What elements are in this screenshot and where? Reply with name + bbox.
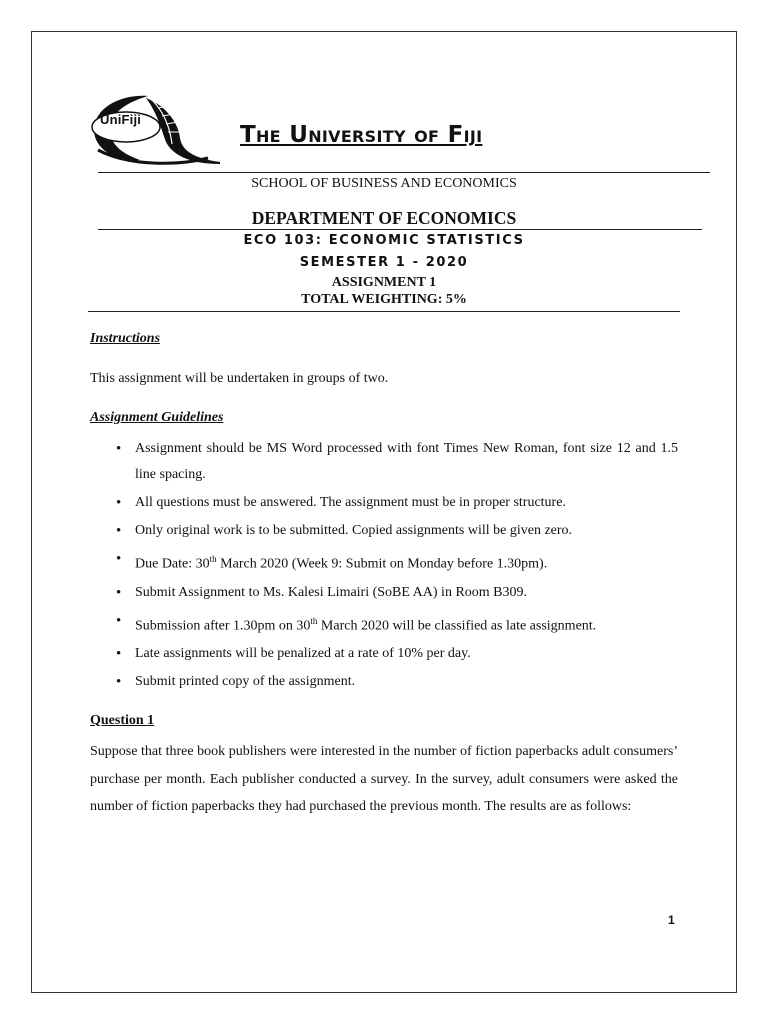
list-item: • Only original work is to be submitted. Copied assignments will be given zero. — [90, 518, 678, 544]
question-1-heading: Question 1 — [90, 713, 155, 728]
university-title: The University of Fiji — [240, 122, 483, 148]
logo-text: UniFiji — [100, 112, 142, 127]
instructions-heading: Instructions — [90, 331, 161, 346]
list-item: • Submit printed copy of the assignment. — [90, 669, 678, 695]
total-weighting: TOTAL WEIGHTING: 5% — [301, 292, 467, 307]
list-item: • Assignment should be MS Word processed with font Times New Roman, font size 12 and 1.5 line spacing. — [90, 436, 678, 488]
department-name: DEPARTMENT OF ECONOMICS — [251, 208, 517, 228]
guidelines-list — [90, 436, 678, 697]
list-item: • All questions must be answered. The assignment must be in proper structure. — [90, 490, 678, 516]
semester: SEMESTER 1 - 2020 — [299, 255, 469, 270]
header-rule-middle — [98, 229, 702, 230]
school-name: SCHOOL OF BUSINESS AND ECONOMICS — [251, 176, 517, 191]
quill-emblem-icon — [88, 92, 228, 168]
question-1-body: Suppose that three book publishers were interested in the number of fiction paperbacks adult consumers’ purchase per month. Each publisher conducted a survey. In the survey, adult consumers were asked the number of fiction paperbacks they had purchased the previous month. The results are as follows: — [90, 744, 678, 814]
instructions-text: This assignment will be undertaken in groups of two. — [90, 371, 389, 386]
page-number: 1 — [668, 913, 675, 927]
list-item: • Submission after 1.30pm on 30th March 2020 will be classified as late assignment. — [90, 608, 678, 640]
header-rule-bottom — [88, 311, 680, 312]
list-item: • Submit Assignment to Ms. Kalesi Limairi (SoBE AA) in Room B309. — [90, 580, 678, 606]
list-item: • Due Date: 30th March 2020 (Week 9: Submit on Monday before 1.30pm). — [90, 546, 678, 578]
assignment-number: ASSIGNMENT 1 — [331, 275, 437, 290]
list-item: • Late assignments will be penalized at a rate of 10% per day. — [90, 641, 678, 667]
course-code: ECO 103: ECONOMIC STATISTICS — [243, 233, 525, 248]
university-logo — [88, 92, 228, 168]
guidelines-heading: Assignment Guidelines — [90, 410, 224, 425]
header-rule-top — [98, 172, 710, 173]
